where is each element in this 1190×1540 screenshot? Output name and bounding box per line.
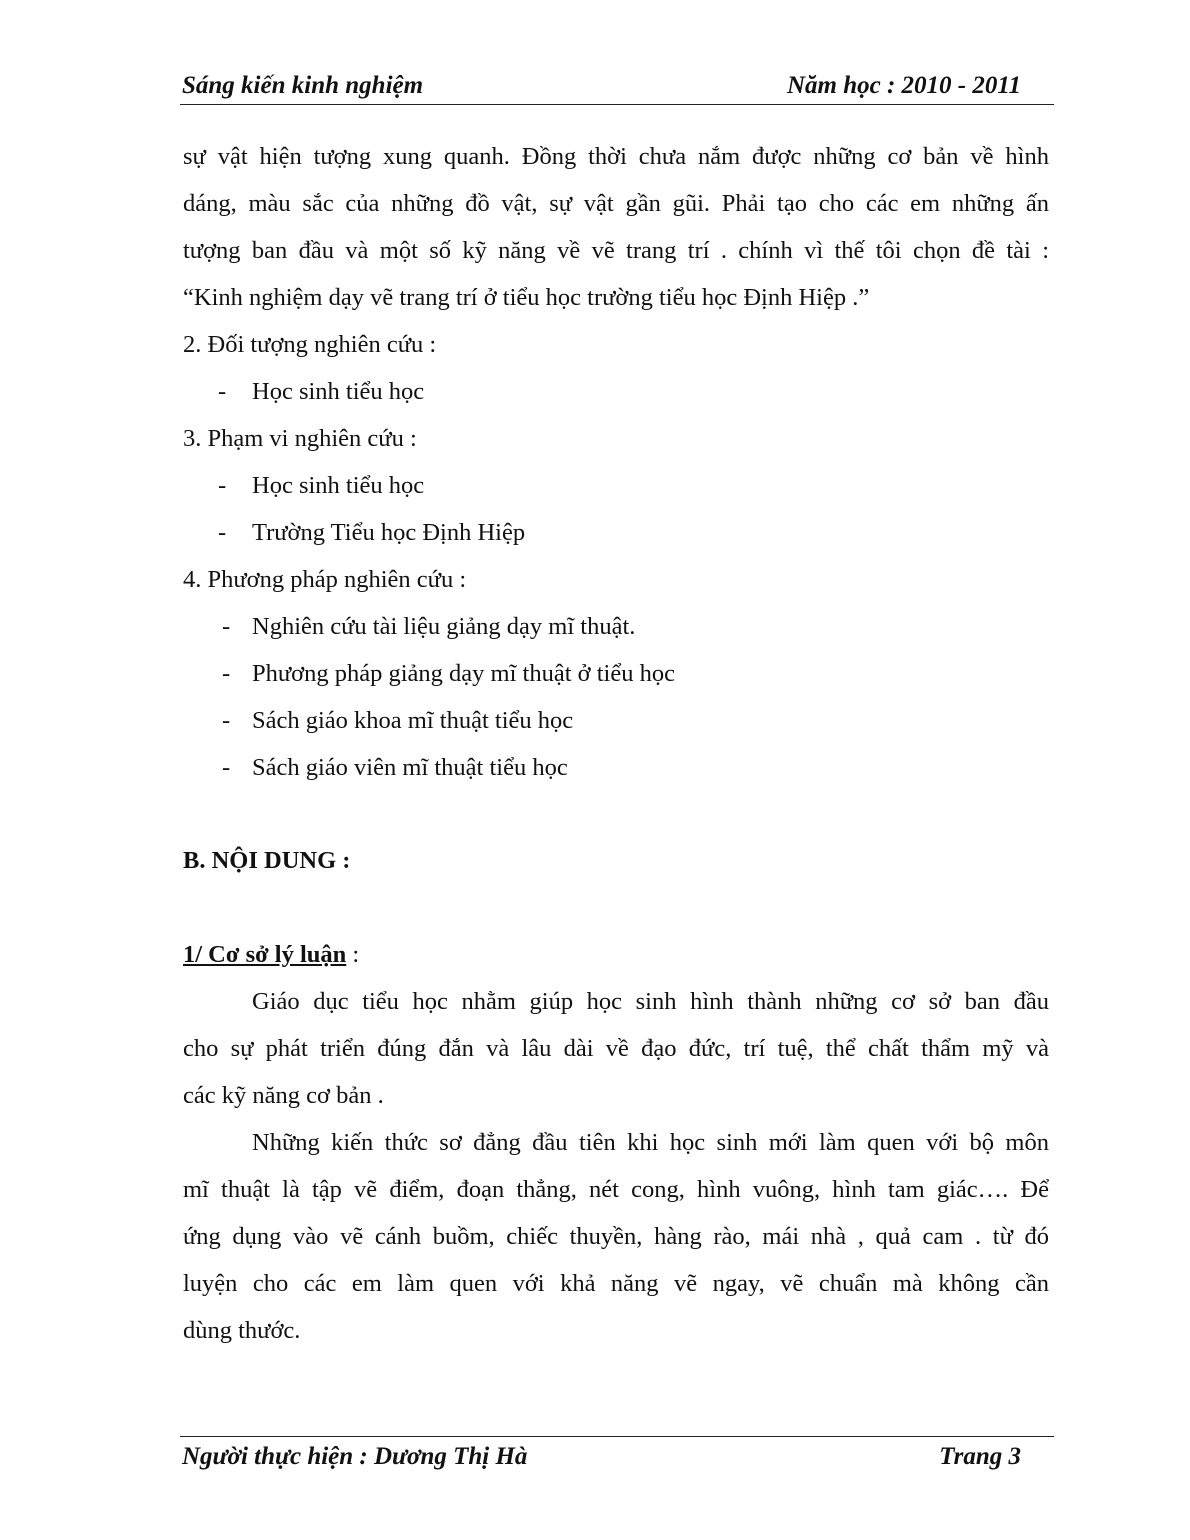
footer-page-number: Trang 3 (939, 1443, 1021, 1470)
list-item: - Phương pháp giảng dạy mĩ thuật ở tiểu học (222, 660, 675, 687)
footer-author: Người thực hiện : Dương Thị Hà (182, 1443, 528, 1470)
list-item: - Sách giáo viên mĩ thuật tiểu học (222, 754, 568, 781)
para2-line: dùng thước. (183, 1317, 301, 1344)
section-b-heading: B. NỘI DUNG : (183, 847, 351, 874)
para2-line: Những kiến thức sơ đẳng đầu tiên khi học sinh mới làm quen với bộ môn (252, 1129, 1049, 1156)
section2-title: 2. Đối tượng nghiên cứu : (183, 331, 437, 358)
header-title: Sáng kiến kinh nghiệm (182, 72, 424, 99)
section3-title: 3. Phạm vi nghiên cứu : (183, 425, 417, 452)
intro-line: tượng ban đầu và một số kỹ năng về vẽ trang trí . chính vì thế tôi chọn đề tài : (183, 237, 1049, 264)
header-school-year: Năm học : 2010 - 2011 (786, 72, 1021, 99)
para1-line: các kỹ năng cơ bản . (183, 1082, 384, 1109)
intro-line: “Kinh nghiệm dạy vẽ trang trí ở tiểu học trường tiểu học Định Hiệp .” (183, 284, 870, 311)
list-item: - Nghiên cứu tài liệu giảng dạy mĩ thuật. (222, 613, 636, 640)
page-header (180, 68, 1054, 105)
section4-title: 4. Phương pháp nghiên cứu : (183, 566, 467, 593)
para1-line: cho sự phát triển đúng đắn và lâu dài về đạo đức, trí tuệ, thể chất thẩm mỹ và (183, 1035, 1049, 1062)
page-footer (180, 1436, 1054, 1477)
subsection1-heading: 1/ Cơ sở lý luận : (183, 941, 360, 968)
list-item: - Trường Tiểu học Định Hiệp (218, 519, 526, 546)
intro-line: sự vật hiện tượng xung quanh. Đồng thời chưa nắm được những cơ bản về hình (183, 143, 1049, 170)
intro-line: dáng, màu sắc của những đồ vật, sự vật gần gũi. Phải tạo cho các em những ấn (183, 190, 1049, 217)
para2-line: mĩ thuật là tập vẽ điểm, đoạn thẳng, nét cong, hình vuông, hình tam giác…. Để (183, 1176, 1049, 1203)
para1-line: Giáo dục tiểu học nhằm giúp học sinh hình thành những cơ sở ban đầu (252, 988, 1049, 1015)
para2-line: luyện cho các em làm quen với khả năng vẽ ngay, vẽ chuẩn mà không cần (183, 1270, 1049, 1297)
list-item: - Học sinh tiểu học (218, 378, 425, 405)
list-item: - Học sinh tiểu học (218, 472, 425, 499)
list-item: - Sách giáo khoa mĩ thuật tiểu học (222, 707, 574, 734)
para2-line: ứng dụng vào vẽ cánh buồm, chiếc thuyền, hàng rào, mái nhà , quả cam . từ đó (183, 1223, 1049, 1250)
